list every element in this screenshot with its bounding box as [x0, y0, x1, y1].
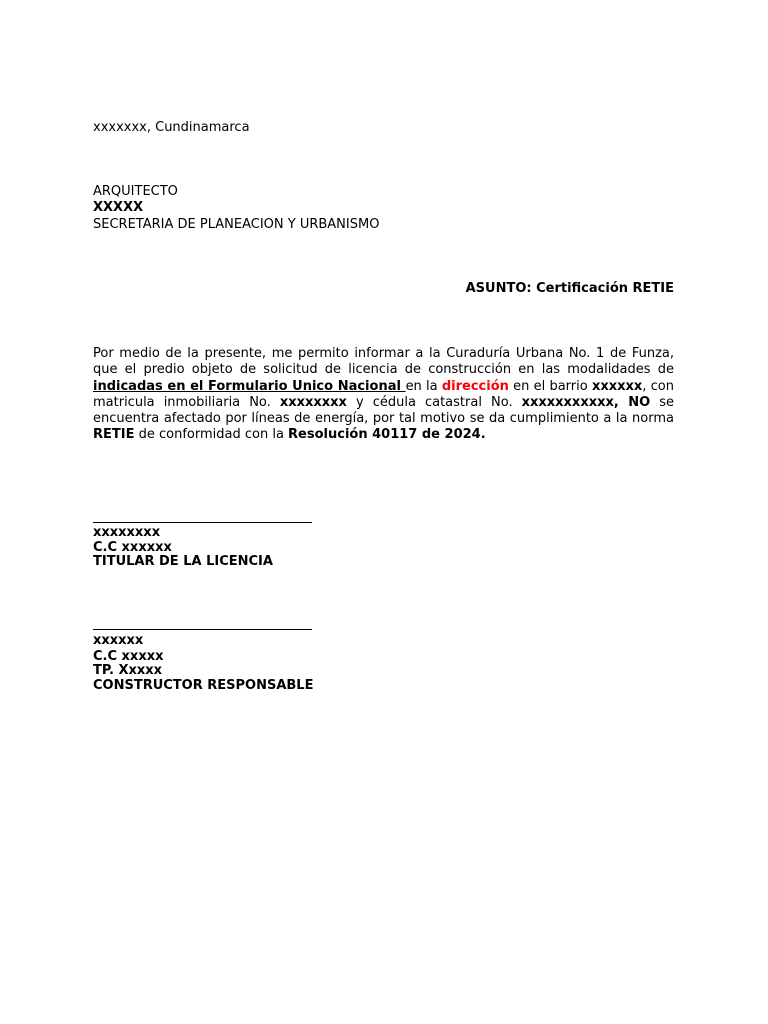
body-matricula: xxxxxxxx — [279, 394, 347, 410]
recipient-name: XXXXX — [93, 200, 144, 215]
body-text-7: de conformidad con la — [134, 427, 289, 443]
signature1-role: TITULAR DE LA LICENCIA — [93, 554, 273, 569]
body-paragraph — [93, 346, 674, 444]
body-text-1: Por medio de la presente, me permito informar a la Curaduría Urbana No. 1 de Funza, que el predio objeto de solicitud de licencia de construcción en las modalidades de — [93, 346, 674, 378]
signature2-id: C.C xxxxx — [93, 649, 164, 664]
body-text-6: se encuentra afectado por líneas de energía, por tal motivo se da cumplimiento a la norma — [93, 394, 675, 427]
body-text-3: en el barrio — [508, 378, 592, 394]
body-resolucion: Resolución 40117 de 2024. — [288, 427, 486, 443]
subject-line: ASUNTO: Certificación RETIE — [465, 281, 674, 296]
signature2-name: xxxxxx — [93, 633, 144, 648]
signature-line-2 — [93, 629, 312, 630]
body-barrio: xxxxxx — [591, 378, 643, 394]
signature-line-1 — [93, 522, 312, 523]
body-text-2: en la — [405, 378, 442, 394]
recipient-title: ARQUITECTO — [93, 184, 178, 199]
body-underlined-text: indicadas en el Formulario Unico Nacional — [93, 378, 406, 394]
signature1-id: C.C xxxxxx — [93, 540, 172, 555]
body-norma: RETIE — [93, 427, 135, 443]
place-date: xxxxxxx, Cundinamarca — [93, 120, 250, 135]
recipient-office: SECRETARIA DE PLANEACION Y URBANISMO — [93, 217, 380, 232]
signature1-name: xxxxxxxx — [93, 525, 161, 540]
signature2-tp: TP. Xxxxx — [93, 663, 163, 678]
body-address-word: dirección — [441, 378, 509, 394]
body-text-4: , con matricula inmobiliaria No. — [93, 378, 674, 410]
body-text-5: y cédula catastral No. — [346, 394, 522, 410]
body-cedula-catastral: xxxxxxxxxxx, NO — [521, 394, 651, 410]
signature2-role: CONSTRUCTOR RESPONSABLE — [93, 678, 314, 693]
